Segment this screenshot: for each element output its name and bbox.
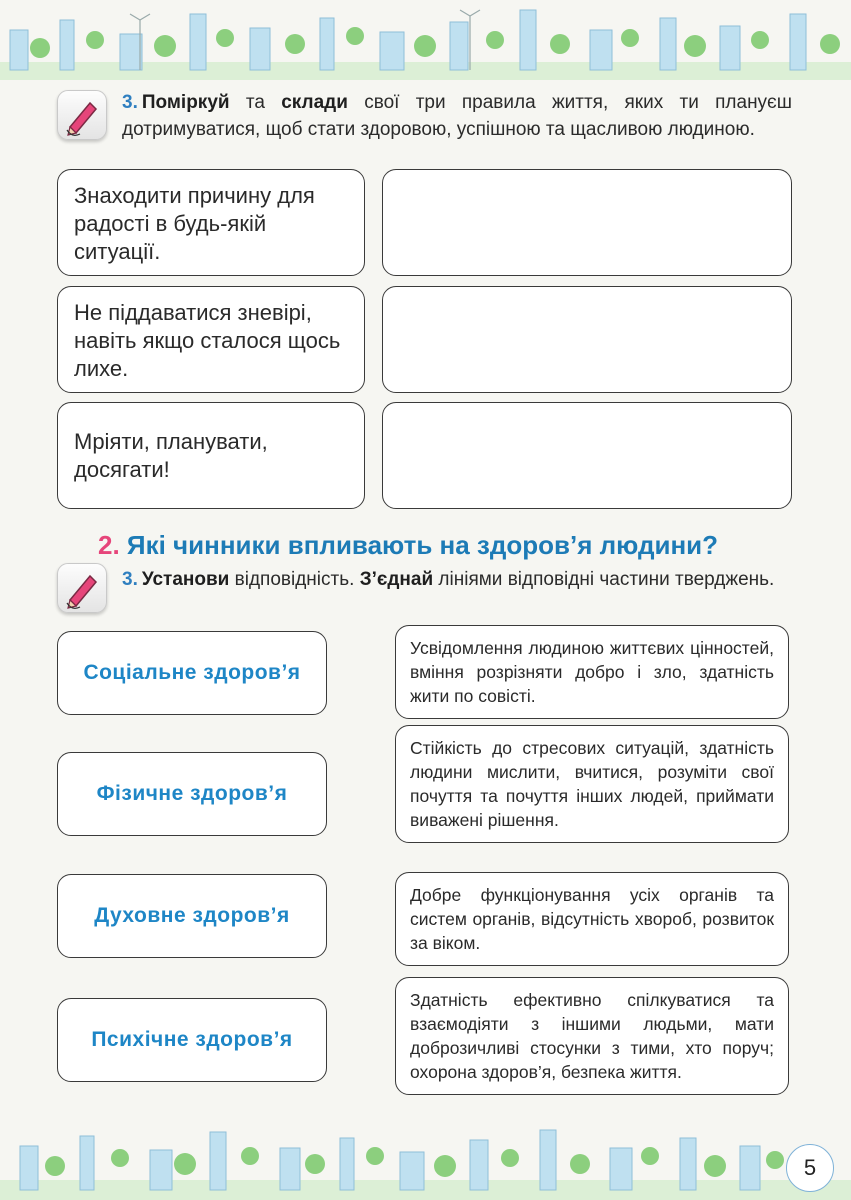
description-box-1[interactable]: Усвідомлення людиною життєвих цінностей, вміння розрізняти добро і зло, здатність жити по совісті.: [395, 625, 789, 719]
description-box-4[interactable]: Здатність ефективно спілкуватися та взаємодіяти з іншими людьми, мати доброзичливі стосунки з тими, хто поруч; охорона здоров’я, безпека життя.: [395, 977, 789, 1095]
answer-box-1[interactable]: [382, 169, 792, 276]
task-1-verb-1: Поміркуй: [141, 92, 230, 113]
task-2-text-2: лініями відповідні частини тверджень.: [433, 569, 775, 590]
answer-box-3[interactable]: [382, 402, 792, 509]
task-1-text-2: свої три правила життя, яких ти плануєш дотримуватися, щоб стати здоровою, успішною та щасливою людиною.: [122, 92, 792, 140]
label-physical-health[interactable]: [57, 752, 327, 836]
description-box-3[interactable]: Добре функціонування усіх органів та систем органів, відсутність хвороб, розвиток за віком.: [395, 872, 789, 966]
top-city-banner: [0, 0, 851, 80]
label-spiritual-health[interactable]: [57, 874, 327, 958]
task-2-text-1: відповідність.: [229, 569, 360, 590]
page-number: 5: [786, 1144, 834, 1192]
label-spiritual-health-text: Духовне здоров’я: [94, 904, 290, 927]
label-social-health[interactable]: [57, 631, 327, 715]
section-number: 2.: [98, 530, 120, 560]
section-title-text: Які чинники впливають на здоров’я людини?: [119, 530, 719, 560]
task-2-instruction: [122, 567, 790, 592]
task-1-instruction: [122, 89, 792, 143]
section-heading: [98, 530, 718, 561]
rule-box-1: Знаходити причину для радості в будь-якій ситуації.: [57, 169, 365, 276]
task-1-number: 3.: [122, 92, 138, 113]
task-1-text-1: та: [229, 92, 282, 113]
description-box-2[interactable]: Стійкість до стресових ситуацій, здатність людини мислити, вчитися, розуміти свої почуття та почуття інших людей, приймати виважені рішення.: [395, 725, 789, 843]
bottom-city-banner: [0, 1122, 851, 1200]
task-2-number: 3.: [122, 569, 138, 590]
rule-box-2: Не піддаватися зневірі, навіть якщо сталося щось лихе.: [57, 286, 365, 393]
pencil-icon: [57, 563, 107, 613]
pencil-icon: [57, 90, 107, 140]
task-2-verb-1: Установи: [141, 569, 230, 590]
rule-box-3: [57, 402, 365, 509]
task-2-verb-2: З’єднай: [359, 569, 434, 590]
label-physical-health-text: Фізичне здоров’я: [96, 782, 288, 805]
rule-box-3-text: Мріяти, планувати, досягати!: [74, 428, 268, 482]
label-social-health-text: Соціальне здоров’я: [83, 661, 301, 684]
task-1-verb-2: склади: [281, 92, 348, 113]
label-mental-health[interactable]: [57, 998, 327, 1082]
answer-box-2[interactable]: [382, 286, 792, 393]
label-mental-health-text: Психічне здоров’я: [91, 1028, 293, 1051]
